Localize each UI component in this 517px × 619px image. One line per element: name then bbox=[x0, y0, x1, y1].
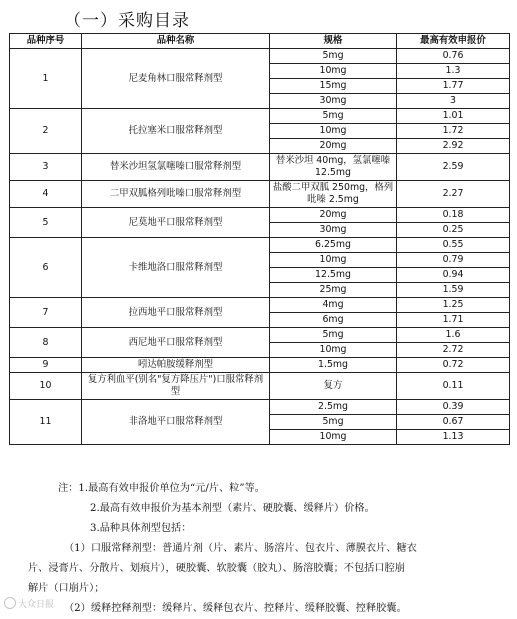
item-price: 0.39 bbox=[397, 400, 510, 415]
item-spec: 12.5mg bbox=[270, 268, 397, 283]
item-price: 1.6 bbox=[397, 328, 510, 343]
item-name: 卡维地洛口服常释剂型 bbox=[82, 238, 270, 298]
table-header-row bbox=[10, 34, 510, 49]
header-name: 品种名称 bbox=[82, 34, 270, 49]
item-spec: 1.5mg bbox=[270, 358, 397, 373]
item-name: 尼莫地平口服常释剂型 bbox=[82, 208, 270, 238]
item-name: 拉西地平口服常释剂型 bbox=[82, 298, 270, 328]
item-name: 托拉塞米口服常释剂型 bbox=[82, 109, 270, 154]
item-spec: 10mg bbox=[270, 343, 397, 358]
item-spec: 10mg bbox=[270, 124, 397, 139]
item-price: 1.72 bbox=[397, 124, 510, 139]
item-no: 8 bbox=[10, 328, 82, 358]
item-no: 11 bbox=[10, 400, 82, 445]
header-spec: 规格 bbox=[270, 34, 397, 49]
item-price: 2.72 bbox=[397, 343, 510, 358]
item-price: 2.59 bbox=[397, 154, 510, 181]
item-no: 7 bbox=[10, 298, 82, 328]
item-price: 2.27 bbox=[397, 181, 510, 208]
item-price: 1.77 bbox=[397, 79, 510, 94]
item-spec: 6mg bbox=[270, 313, 397, 328]
item-spec: 10mg bbox=[270, 253, 397, 268]
watermark-logo-icon bbox=[4, 597, 16, 609]
note-line: （2）缓释控释剂型：缓释片、缓释包衣片、控释片、缓释胶囊、控释胶囊。 bbox=[64, 603, 407, 614]
item-name: 二甲双胍格列吡嗪口服常释剂型 bbox=[82, 181, 270, 208]
item-no: 9 bbox=[10, 358, 82, 373]
item-spec: 替米沙坦 40mg，氢氯噻嗪 12.5mg bbox=[270, 154, 397, 181]
item-no: 4 bbox=[10, 181, 82, 208]
item-price: 0.25 bbox=[397, 223, 510, 238]
item-spec: 5mg bbox=[270, 49, 397, 64]
item-name: 非洛地平口服常释剂型 bbox=[82, 400, 270, 445]
note-line: 3.品种具体剂型包括： bbox=[90, 523, 192, 534]
item-price: 1.59 bbox=[397, 283, 510, 298]
table-row bbox=[10, 154, 510, 181]
item-name: 尼麦角林口服常释剂型 bbox=[82, 49, 270, 109]
item-price: 0.67 bbox=[397, 415, 510, 430]
item-price: 0.18 bbox=[397, 208, 510, 223]
note-line: 片、浸膏片、分散片、划痕片），硬胶囊、软胶囊（胶丸）、肠溶胶囊；不包括口腔崩 bbox=[28, 563, 405, 574]
header-no: 品种序号 bbox=[10, 34, 82, 49]
item-spec: 30mg bbox=[270, 94, 397, 109]
item-price: 0.55 bbox=[397, 238, 510, 253]
item-no: 10 bbox=[10, 373, 82, 400]
item-name: 西尼地平口服常释剂型 bbox=[82, 328, 270, 358]
item-name: 替米沙坦氢氯噻嗪口服常释剂型 bbox=[82, 154, 270, 181]
item-price: 1.13 bbox=[397, 430, 510, 445]
item-price: 1.3 bbox=[397, 64, 510, 79]
note-line: （1）口服常释剂型：普通片剂（片、素片、肠溶片、包衣片、薄膜衣片、糖衣 bbox=[64, 543, 417, 554]
table-row bbox=[10, 400, 510, 415]
table-row bbox=[10, 328, 510, 343]
item-spec: 盐酸二甲双胍 250mg，格列吡嗪 2.5mg bbox=[270, 181, 397, 208]
item-no: 3 bbox=[10, 154, 82, 181]
item-price: 2.92 bbox=[397, 139, 510, 154]
item-spec: 10mg bbox=[270, 64, 397, 79]
item-spec: 15mg bbox=[270, 79, 397, 94]
table-row bbox=[10, 298, 510, 313]
item-price: 1.01 bbox=[397, 109, 510, 124]
item-name: 复方利血平(别名"复方降压片")口服常释剂型 bbox=[82, 373, 270, 400]
item-price: 0.11 bbox=[397, 373, 510, 400]
notes-section bbox=[28, 479, 488, 619]
note-line: 注：1.最高有效申报价单位为“元/片、粒”等。 bbox=[58, 483, 265, 494]
table-row bbox=[10, 181, 510, 208]
item-spec: 10mg bbox=[270, 430, 397, 445]
item-no: 6 bbox=[10, 238, 82, 298]
item-price: 0.72 bbox=[397, 358, 510, 373]
item-no: 1 bbox=[10, 49, 82, 109]
item-spec: 30mg bbox=[270, 223, 397, 238]
item-spec: 6.25mg bbox=[270, 238, 397, 253]
item-price: 1.71 bbox=[397, 313, 510, 328]
item-name: 吲达帕胺缓释剂型 bbox=[82, 358, 270, 373]
watermark bbox=[4, 597, 54, 610]
item-price: 1.25 bbox=[397, 298, 510, 313]
item-spec: 20mg bbox=[270, 139, 397, 154]
item-spec: 2.5mg bbox=[270, 400, 397, 415]
table-body bbox=[10, 49, 510, 445]
table-row bbox=[10, 109, 510, 124]
item-no: 5 bbox=[10, 208, 82, 238]
item-price: 0.94 bbox=[397, 268, 510, 283]
note-line: 解片（口崩片）； bbox=[28, 583, 105, 594]
table-row bbox=[10, 358, 510, 373]
note-line: 2.最高有效申报价为基本剂型（素片、硬胶囊、缓释片）价格。 bbox=[90, 503, 375, 514]
table-row bbox=[10, 238, 510, 253]
item-spec: 4mg bbox=[270, 298, 397, 313]
item-spec: 25mg bbox=[270, 283, 397, 298]
header-price: 最高有效申报价 bbox=[397, 34, 510, 49]
table-row bbox=[10, 208, 510, 223]
item-price: 3 bbox=[397, 94, 510, 109]
item-spec: 20mg bbox=[270, 208, 397, 223]
item-spec: 5mg bbox=[270, 328, 397, 343]
procurement-catalog-table bbox=[9, 33, 510, 445]
item-spec: 5mg bbox=[270, 109, 397, 124]
item-spec: 5mg bbox=[270, 415, 397, 430]
item-spec: 复方 bbox=[270, 373, 397, 400]
watermark-text: 大众日报 bbox=[18, 600, 55, 610]
table-row bbox=[10, 49, 510, 64]
item-price: 0.79 bbox=[397, 253, 510, 268]
table-row bbox=[10, 373, 510, 400]
item-no: 2 bbox=[10, 109, 82, 154]
item-price: 0.76 bbox=[397, 49, 510, 64]
section-title: （一）采购目录 bbox=[64, 11, 190, 31]
